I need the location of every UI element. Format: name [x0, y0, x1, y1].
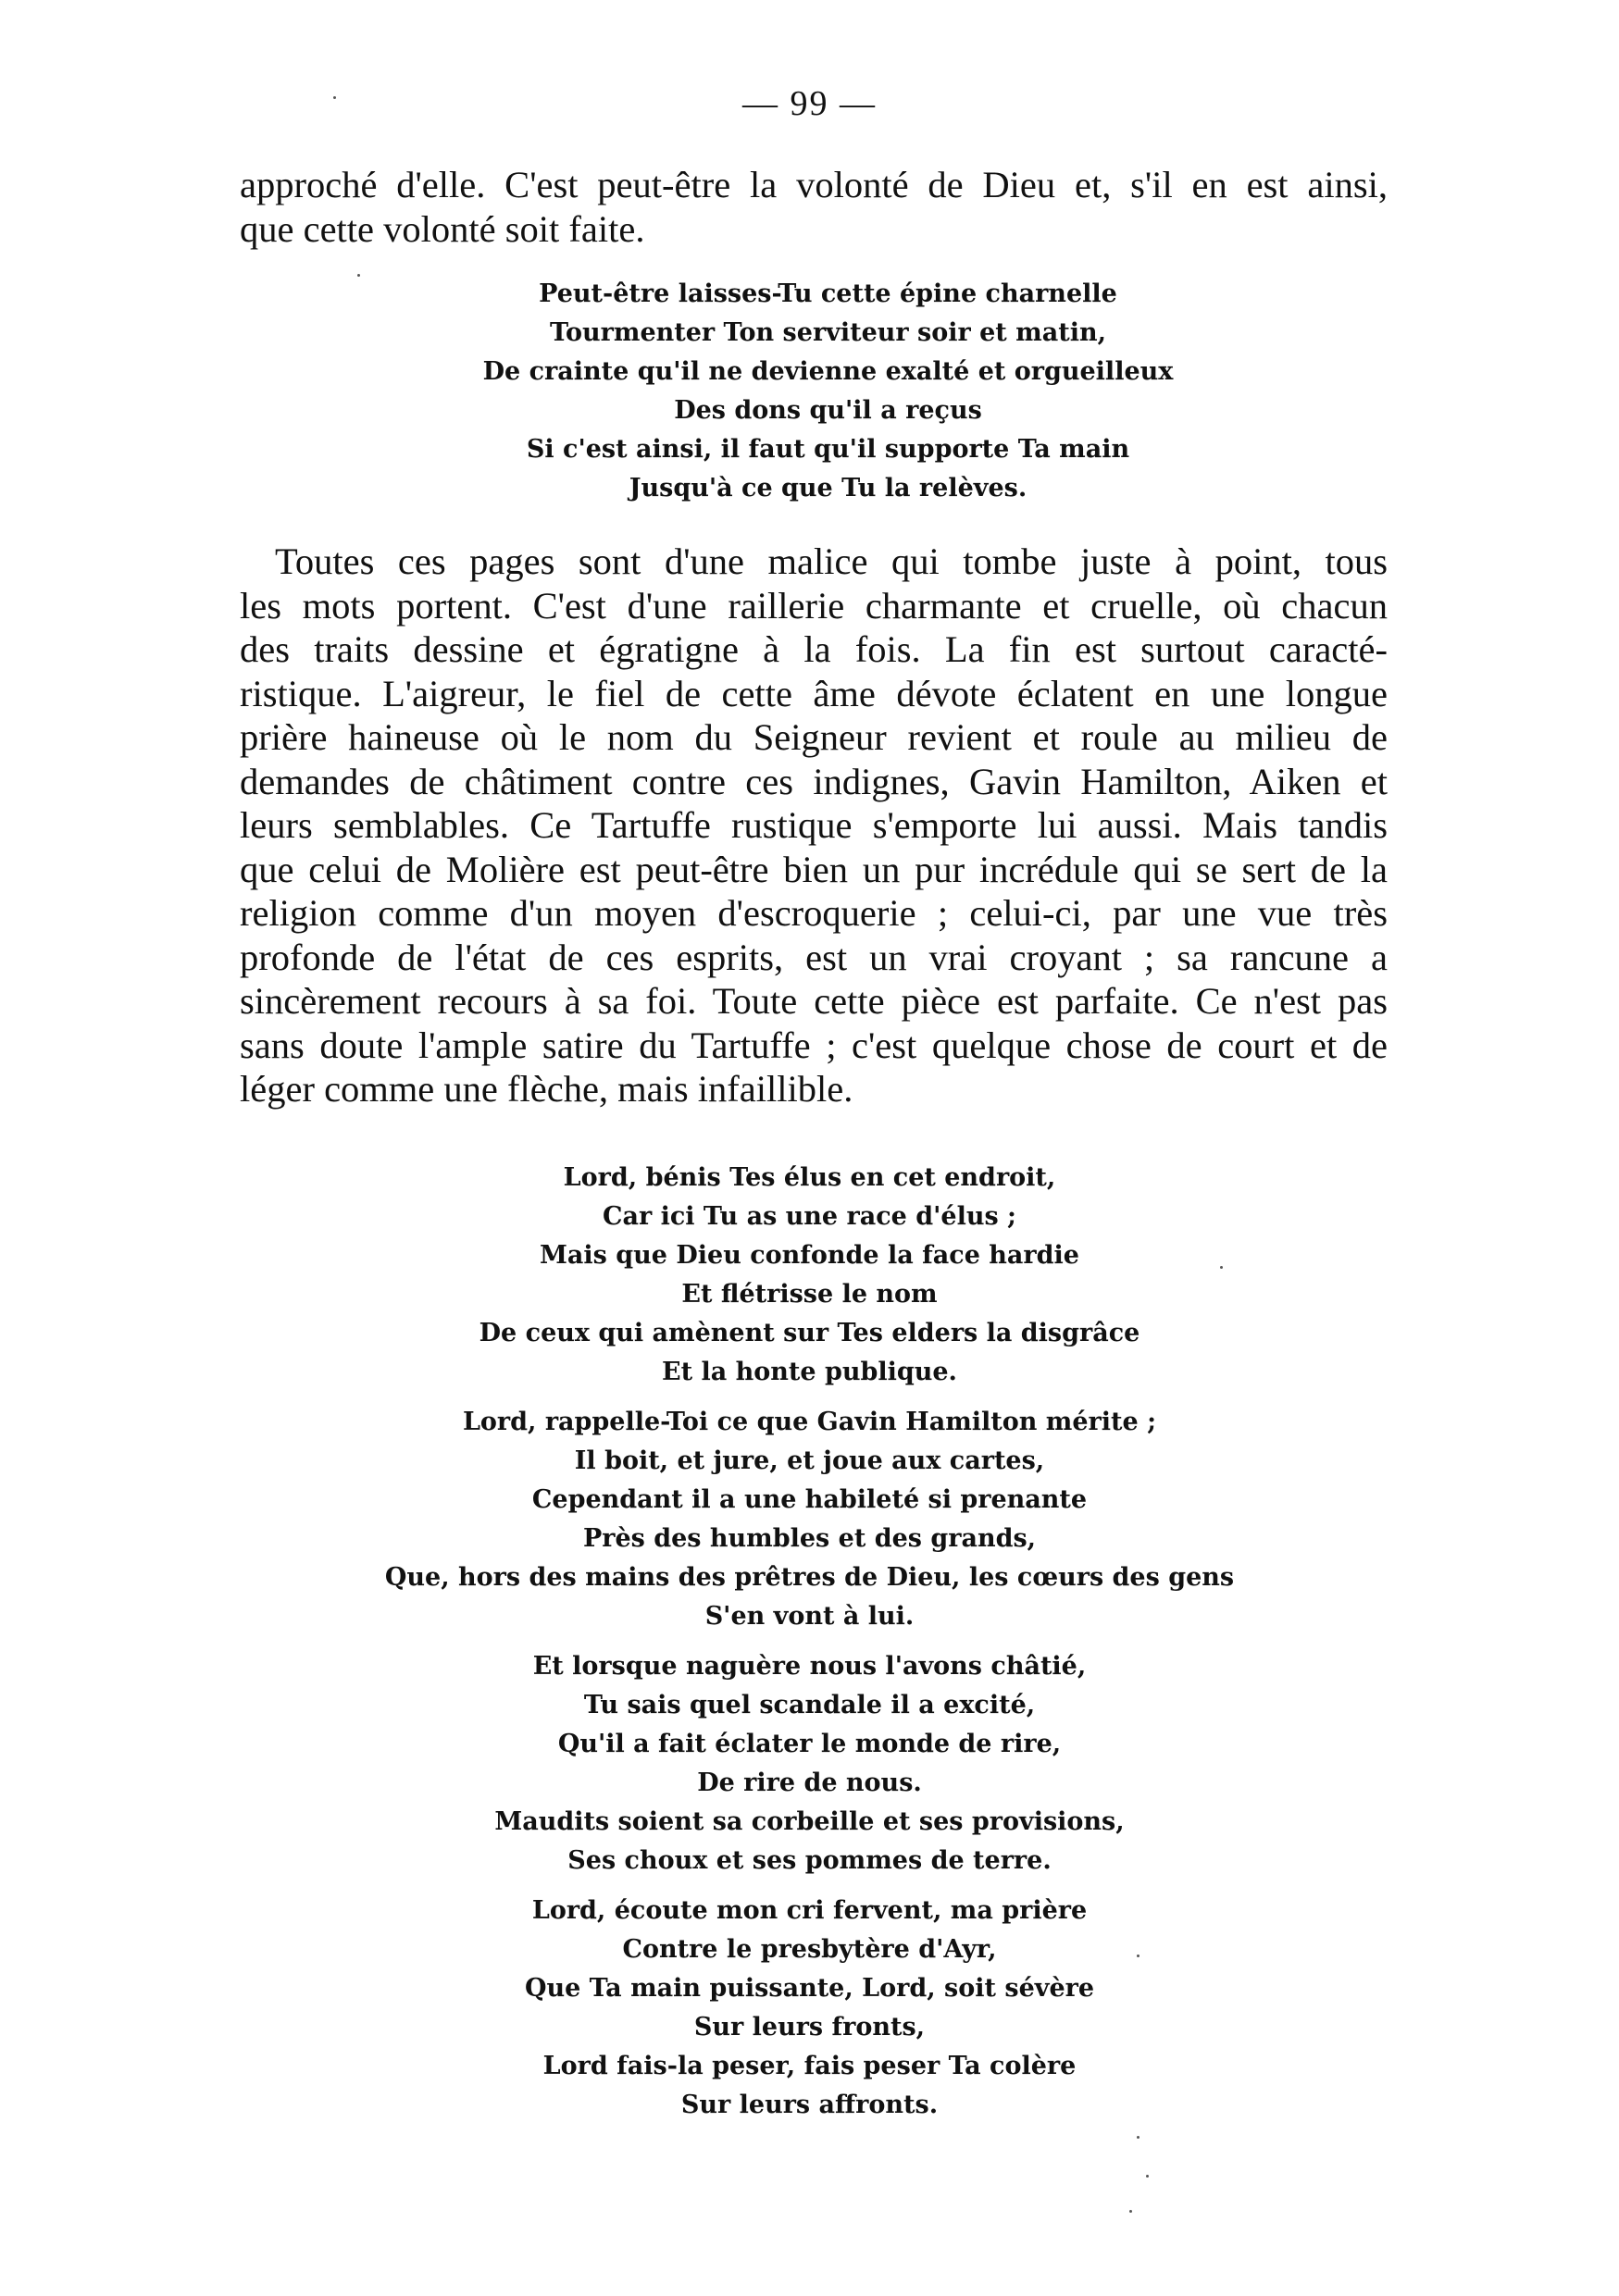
verse-line: Près des humbles et des grands, — [582, 1524, 1037, 1553]
verse-line: Peut-être laisses-Tu cette épine charnelle — [539, 279, 1117, 308]
verse-line: Mais que Dieu confonde la face hardie — [540, 1241, 1079, 1270]
text-line: les mots portent. C'est d'une raillerie charmante et cruelle, où chacun — [240, 584, 1388, 627]
scan-speck — [1137, 2136, 1140, 2139]
text-line: leurs semblables. Ce Tartuffe rustique s'emporte lui aussi. Mais tandis — [240, 804, 1388, 846]
verse-line: Maudits soient sa corbeille et ses provisions, — [494, 1807, 1125, 1836]
text-line: sans doute l'ample satire du Tartuffe ; c'est quelque chose de court et de — [240, 1024, 1388, 1066]
text-line: prière haineuse où le nom du Seigneur revient et roule au milieu de — [240, 716, 1388, 758]
verse-line: De crainte qu'il ne devienne exalté et orgueilleux — [482, 357, 1174, 386]
text-line: sincèrement recours à sa foi. Toute cette pièce est parfaite. Ce n'est pas — [240, 980, 1388, 1022]
verse-line: Que Ta main puissante, Lord, soit sévère — [524, 1974, 1095, 2003]
stanza-2 — [0, 1403, 1619, 1636]
verse-line: Et lorsque naguère nous l'avons châtié, — [532, 1652, 1087, 1681]
verse-line: Si c'est ainsi, il faut qu'il supporte Ta main — [526, 435, 1130, 464]
verse-line: Car ici Tu as une race d'élus ; — [602, 1202, 1017, 1231]
verse-line: Lord, écoute mon cri fervent, ma prière — [531, 1896, 1088, 1925]
stanza-1 — [0, 1159, 1619, 1392]
paragraph-commentary — [240, 540, 1388, 1111]
verse-line: Des dons qu'il a reçus — [674, 396, 982, 425]
verse-line: Sur leurs fronts, — [693, 2013, 926, 2042]
verse-line: De ceux qui amènent sur Tes elders la disgrâce — [479, 1319, 1140, 1347]
verse-line: Jusqu'à ce que Tu la relèves. — [629, 474, 1027, 503]
verse-line: Qu'il a fait éclater le monde de rire, — [557, 1730, 1062, 1758]
scan-speck — [1129, 2210, 1132, 2213]
scan-speck — [357, 274, 360, 277]
verse-line: Contre le presbytère d'Ayr, — [622, 1935, 997, 1964]
verse-line: Lord fais-la peser, fais peser Ta colère — [542, 2052, 1077, 2080]
verse-line: Sur leurs affronts. — [680, 2091, 939, 2119]
text-line: que cette volonté soit faite. — [240, 207, 645, 250]
scan-speck — [333, 96, 336, 99]
paragraph-continuation — [240, 163, 1388, 251]
text-line: Toutes ces pages sont d'une malice qui tombe juste à point, tous — [275, 540, 1388, 582]
verse-line: De rire de nous. — [697, 1769, 922, 1797]
scan-speck — [1137, 1955, 1140, 1957]
verse-line: S'en vont à lui. — [704, 1602, 915, 1631]
text-line: des traits dessine et égratigne à la fois. La fin est surtout caracté- — [240, 628, 1388, 670]
page-number: — 99 — — [742, 84, 877, 123]
verse-line: Tourmenter Ton serviteur soir et matin, — [550, 318, 1106, 347]
verse-line: Tu sais quel scandale il a excité, — [583, 1691, 1036, 1719]
scan-speck — [1146, 2175, 1149, 2178]
verse-line: Et la honte publique. — [662, 1358, 957, 1386]
verse-line: Lord, bénis Tes élus en cet endroit, — [563, 1163, 1056, 1192]
text-line: religion comme d'un moyen d'escroquerie ; celui-ci, par une vue très — [240, 892, 1388, 934]
stanza-3 — [0, 1647, 1619, 1880]
verse-line: Ses choux et ses pommes de terre. — [567, 1846, 1052, 1875]
text-line: que celui de Molière est peut-être bien un pur incrédule qui se sert de la — [240, 848, 1388, 890]
text-line: profonde de l'état de ces esprits, est un vrai croyant ; sa rancune a — [240, 936, 1388, 978]
scan-speck — [1220, 1266, 1223, 1269]
verse-line: Que, hors des mains des prêtres de Dieu, les cœurs des gens — [384, 1563, 1235, 1592]
stanza-4 — [0, 1892, 1619, 2125]
text-line: ristique. L'aigreur, le fiel de cette âme dévote éclatent en une longue — [240, 672, 1388, 714]
verse-line: Lord, rappelle-Toi ce que Gavin Hamilton mérite ; — [462, 1408, 1157, 1436]
text-line: léger comme une flèche, mais infaillible. — [240, 1068, 853, 1110]
verse-line: Et flétrisse le nom — [681, 1280, 938, 1309]
verse-line: Il boit, et jure, et joue aux cartes, — [574, 1446, 1045, 1475]
verse-quote-2 — [0, 1159, 1619, 2136]
text-line: demandes de châtiment contre ces indignes, Gavin Hamilton, Aiken et — [240, 760, 1388, 802]
verse-quote-1 — [19, 275, 1619, 508]
verse-line: Cependant il a une habileté si prenante — [531, 1485, 1088, 1514]
text-line: approché d'elle. C'est peut-être la volonté de Dieu et, s'il en est ainsi, — [240, 164, 1388, 205]
